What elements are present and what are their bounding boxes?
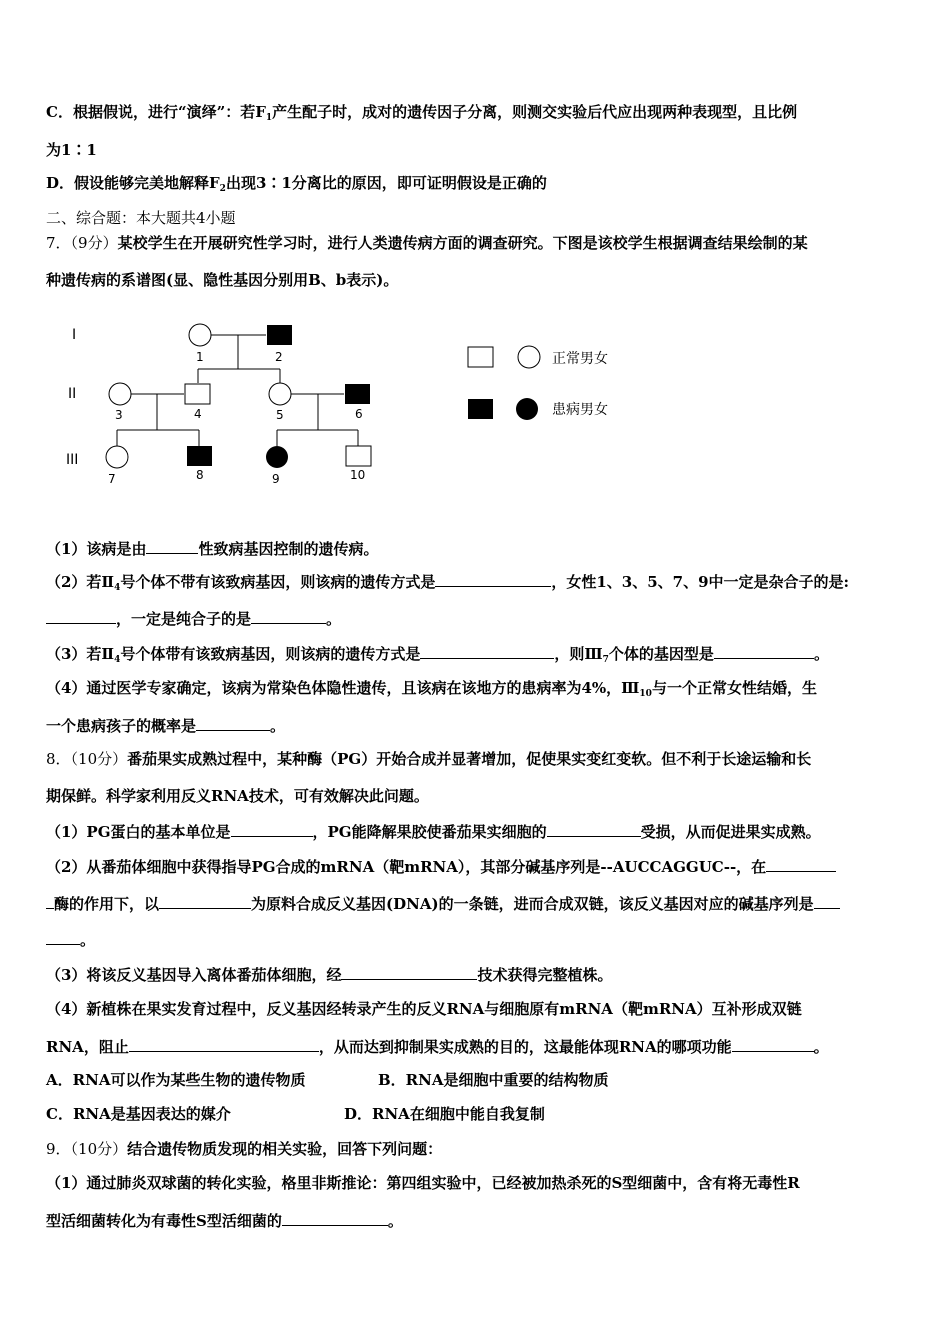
legend-normal-male [468,347,493,367]
q8-option-c[interactable]: C．RNA是基因表达的媒介 [46,1105,231,1123]
q8-options-row2 [46,1104,906,1124]
q7-2-blank-a[interactable] [435,571,551,587]
q7-1-blank[interactable] [146,538,198,554]
individual-2-affected-male [267,325,292,345]
legend-affected-male [468,399,493,419]
q8-part2-line3: 。 [46,929,906,950]
q7-part2-line2: ，一定是纯合子的是 。 [46,608,906,629]
num-2: 2 [275,350,283,364]
q7-3-blank-a[interactable] [420,643,554,659]
option-c-line2: 为1∶1 [46,141,97,159]
q8-option-a[interactable]: A．RNA可以作为某些生物的遗传物质 [46,1071,306,1089]
num-5: 5 [276,408,284,422]
q7-part3: （3）若$Ⅱ_4$号个体带有该致病基因，则该病的遗传方式是 ，则$Ⅲ_7$个体的基因型是 。 [46,645,829,665]
q8-part2-line2: 酶的作用下，以 为原料合成反义基因(DNA)的一条链，进而合成双链，该反义基因对应的碱基序列是 [46,893,906,914]
individual-9-affected-female [266,446,288,468]
q8-2-blank-a2[interactable] [46,893,54,909]
q8-2-blank-c1[interactable] [814,893,840,909]
q7-2-blank-b[interactable] [46,608,116,624]
q8-2-blank-b[interactable] [159,893,251,909]
q7-part4-line1: （4）通过医学专家确定，该病为常染色体隐性遗传，且该病在该地方的患病率为4%，$Ⅲ_{10}$与一个正常女性结婚，生 [46,679,817,699]
q8-1-blank-a[interactable] [231,821,313,837]
q8-part1: （1）PG蛋白的基本单位是 ，PG能降解果胶使番茄果实细胞的 受损，从而促进果实成熟。 [46,823,821,841]
q8-3-blank[interactable] [341,964,477,980]
q7-part4-line2: 一个患病孩子的概率是 。 [46,717,286,735]
q9-1-blank[interactable] [282,1210,388,1226]
num-8: 8 [196,468,204,482]
q8-part4-line1: （4）新植株在果实发育过程中，反义基因经转录产生的反义RNA与细胞原有mRNA（靶mRNA）互补形成双链 [46,1000,802,1018]
q9-part1-line2: 型活细菌转化为有毒性S型活细菌的 。 [46,1212,403,1230]
q8-option-b[interactable]: B．RNA是细胞中重要的结构物质 [378,1071,609,1089]
legend-normal-label: 正常男女 [552,351,608,367]
individual-4-normal-male [185,384,210,404]
gen-label-1: I [72,327,77,343]
individual-5-normal-female [269,383,291,405]
legend-affected-female [516,398,538,420]
num-3: 3 [115,408,123,422]
q7-2-blank-c[interactable] [251,608,326,624]
q7-stem-line2: 种遗传病的系谱图(显、隐性基因分别用B、b表示)。 [46,271,399,289]
individual-10-normal-male [346,446,371,466]
q8-2-blank-c2[interactable] [46,929,80,945]
num-9: 9 [272,472,280,486]
individual-8-affected-male [187,446,212,466]
num-7: 7 [108,472,116,486]
q9-part1-line1: （1）通过肺炎双球菌的转化实验，格里非斯推论：第四组实验中，已经被加热杀死的S型细菌中，含有将无毒性R [46,1174,800,1192]
q8-part2-line1: （2）从番茄体细胞中获得指导PG合成的mRNA（靶mRNA），其部分碱基序列是--AUCCAGGUC--，在 [46,856,906,877]
num-4: 4 [194,407,202,421]
q8-options-row1 [46,1070,906,1090]
q8-4-blank-a[interactable] [129,1036,319,1052]
q7-part2-line1: （2）若$Ⅱ_4$号个体不带有该致病基因，则该病的遗传方式是 ，女性1、3、5、7、9中一定是杂合子的是: [46,573,850,593]
pedigree-chart [60,315,640,495]
q8-1-blank-b[interactable] [547,821,641,837]
q7-stem-line1: 7．（9分）某校学生在开展研究性学习时，进行人类遗传病方面的调查研究。下图是该校学生根据调查结果绘制的某 [46,234,808,252]
q7-4-blank[interactable] [196,715,270,731]
q8-option-d[interactable]: D．RNA在细胞中能自我复制 [344,1105,545,1123]
individual-7-normal-female [106,446,128,468]
individual-6-affected-male [345,384,370,404]
gen-label-2: II [68,386,77,402]
q8-stem-line1: 8．（10分）番茄果实成熟过程中，某种酶（PG）开始合成并显著增加，促使果实变红变软。但不利于长途运输和长 [46,750,812,768]
individual-3-normal-female [109,383,131,405]
gen-label-3: III [66,452,79,468]
individual-1-normal-female [189,324,211,346]
q8-part4-line2: RNA，阻止 ，从而达到抑制果实成熟的目的，这最能体现RNA的哪项功能 。 [46,1038,829,1056]
num-1: 1 [196,350,204,364]
q8-part3: （3）将该反义基因导入离体番茄体细胞，经 技术获得完整植株。 [46,966,613,984]
section-2-heading: 二、综合题：本大题共4小题 [46,209,236,227]
q8-4-blank-b[interactable] [732,1036,814,1052]
legend-normal-female [518,346,540,368]
q9-stem: 9．（10分）结合遗传物质发现的相关实验，回答下列问题： [46,1140,443,1158]
q7-part1: （1）该病是由 性致病基因控制的遗传病。 [46,540,379,558]
option-c-line1: C．根据假说，进行“演绎”：若$F_1$产生配子时，成对的遗传因子分离，则测交实验后代应出现两种表现型，且比例 [46,103,798,123]
q8-stem-line2: 期保鲜。科学家利用反义RNA技术，可有效解决此问题。 [46,787,429,805]
option-d: D．假设能够完美地解释$F_2$出现3∶1分离比的原因，即可证明假设是正确的 [46,174,547,194]
num-10: 10 [350,468,366,482]
q8-2-blank-a1[interactable] [766,856,836,872]
legend-affected-label: 患病男女 [552,402,608,418]
q7-3-blank-b[interactable] [714,643,814,659]
num-6: 6 [355,407,363,421]
